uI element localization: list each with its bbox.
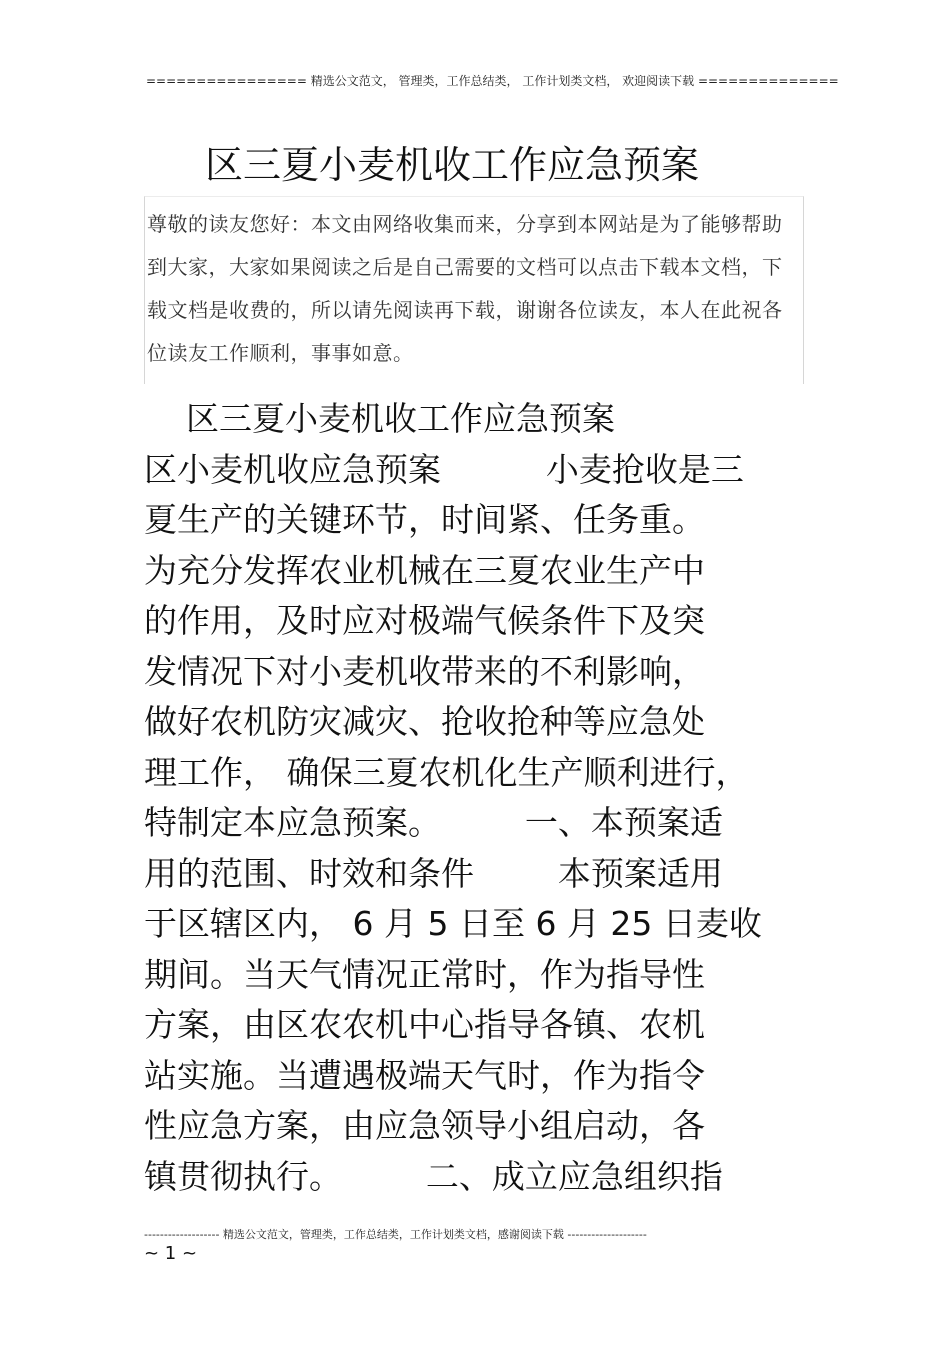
reader-notice-box bbox=[144, 196, 804, 384]
body-line: 站实施。当遭遇极端天气时，作为指令 bbox=[144, 1055, 705, 1095]
body-line: 做好农机防灾减灾、抢收抢种等应急处 bbox=[144, 702, 705, 741]
body-line: 期间。当天气情况正常时，作为指导性 bbox=[144, 954, 705, 994]
body-line: 镇贯彻执行。 二、成立应急组织指 bbox=[144, 1156, 723, 1196]
body-line: 发情况下对小麦机收带来的不利影响， bbox=[144, 651, 705, 691]
body-line: 用的范围、时效和条件 本预案适用 bbox=[144, 853, 723, 893]
document-title: 区三夏小麦机收工作应急预案 bbox=[205, 143, 700, 187]
body-line: 的作用，及时应对极端气候条件下及突 bbox=[144, 601, 705, 640]
reader-notice-text: 尊敬的读友您好：本文由网络收集而来，分享到本网站是为了能够帮助到大家，大家如果阅读之后是自己需要的文档可以点击下载本文档，下载文档是收费的，所以请先阅读再下载，谢谢各位读友，本人在此祝各位读友工作顺利，事事如意。 bbox=[147, 212, 783, 365]
body-line: 特制定本应急预案。 一、本预案适 bbox=[144, 803, 723, 842]
body-line: 区小麦机收应急预案 小麦抢收是三 bbox=[144, 449, 744, 489]
body-line: 于区辖区内， 6 月 5 日至 6 月 25 日麦收 bbox=[144, 904, 762, 943]
body-line: 性应急方案，由应急领导小组启动，各 bbox=[144, 1106, 705, 1145]
body-line: 为充分发挥农业机械在三夏农业生产中 bbox=[144, 550, 705, 590]
body-line: 方案，由区农农机中心指导各镇、农机 bbox=[144, 1005, 705, 1044]
body-line: 区三夏小麦机收工作应急预案 bbox=[144, 399, 615, 438]
body-line: 理工作， 确保三夏农机化生产顺利进行， bbox=[144, 752, 749, 792]
document-body bbox=[144, 394, 804, 1202]
page-header: ================ 精选公文范文， 管理类，工作总结类， 工作计划类文档， 欢迎阅读下载 ============== bbox=[146, 74, 839, 88]
body-line: 夏生产的关键环节，时间紧、任务重。 bbox=[144, 500, 705, 539]
page-number: ~ 1 ~ bbox=[144, 1243, 198, 1264]
page-footer: ------------------- 精选公文范文，管理类，工作总结类，工作计划类文档，感谢阅读下载 -------------------- bbox=[144, 1228, 647, 1241]
